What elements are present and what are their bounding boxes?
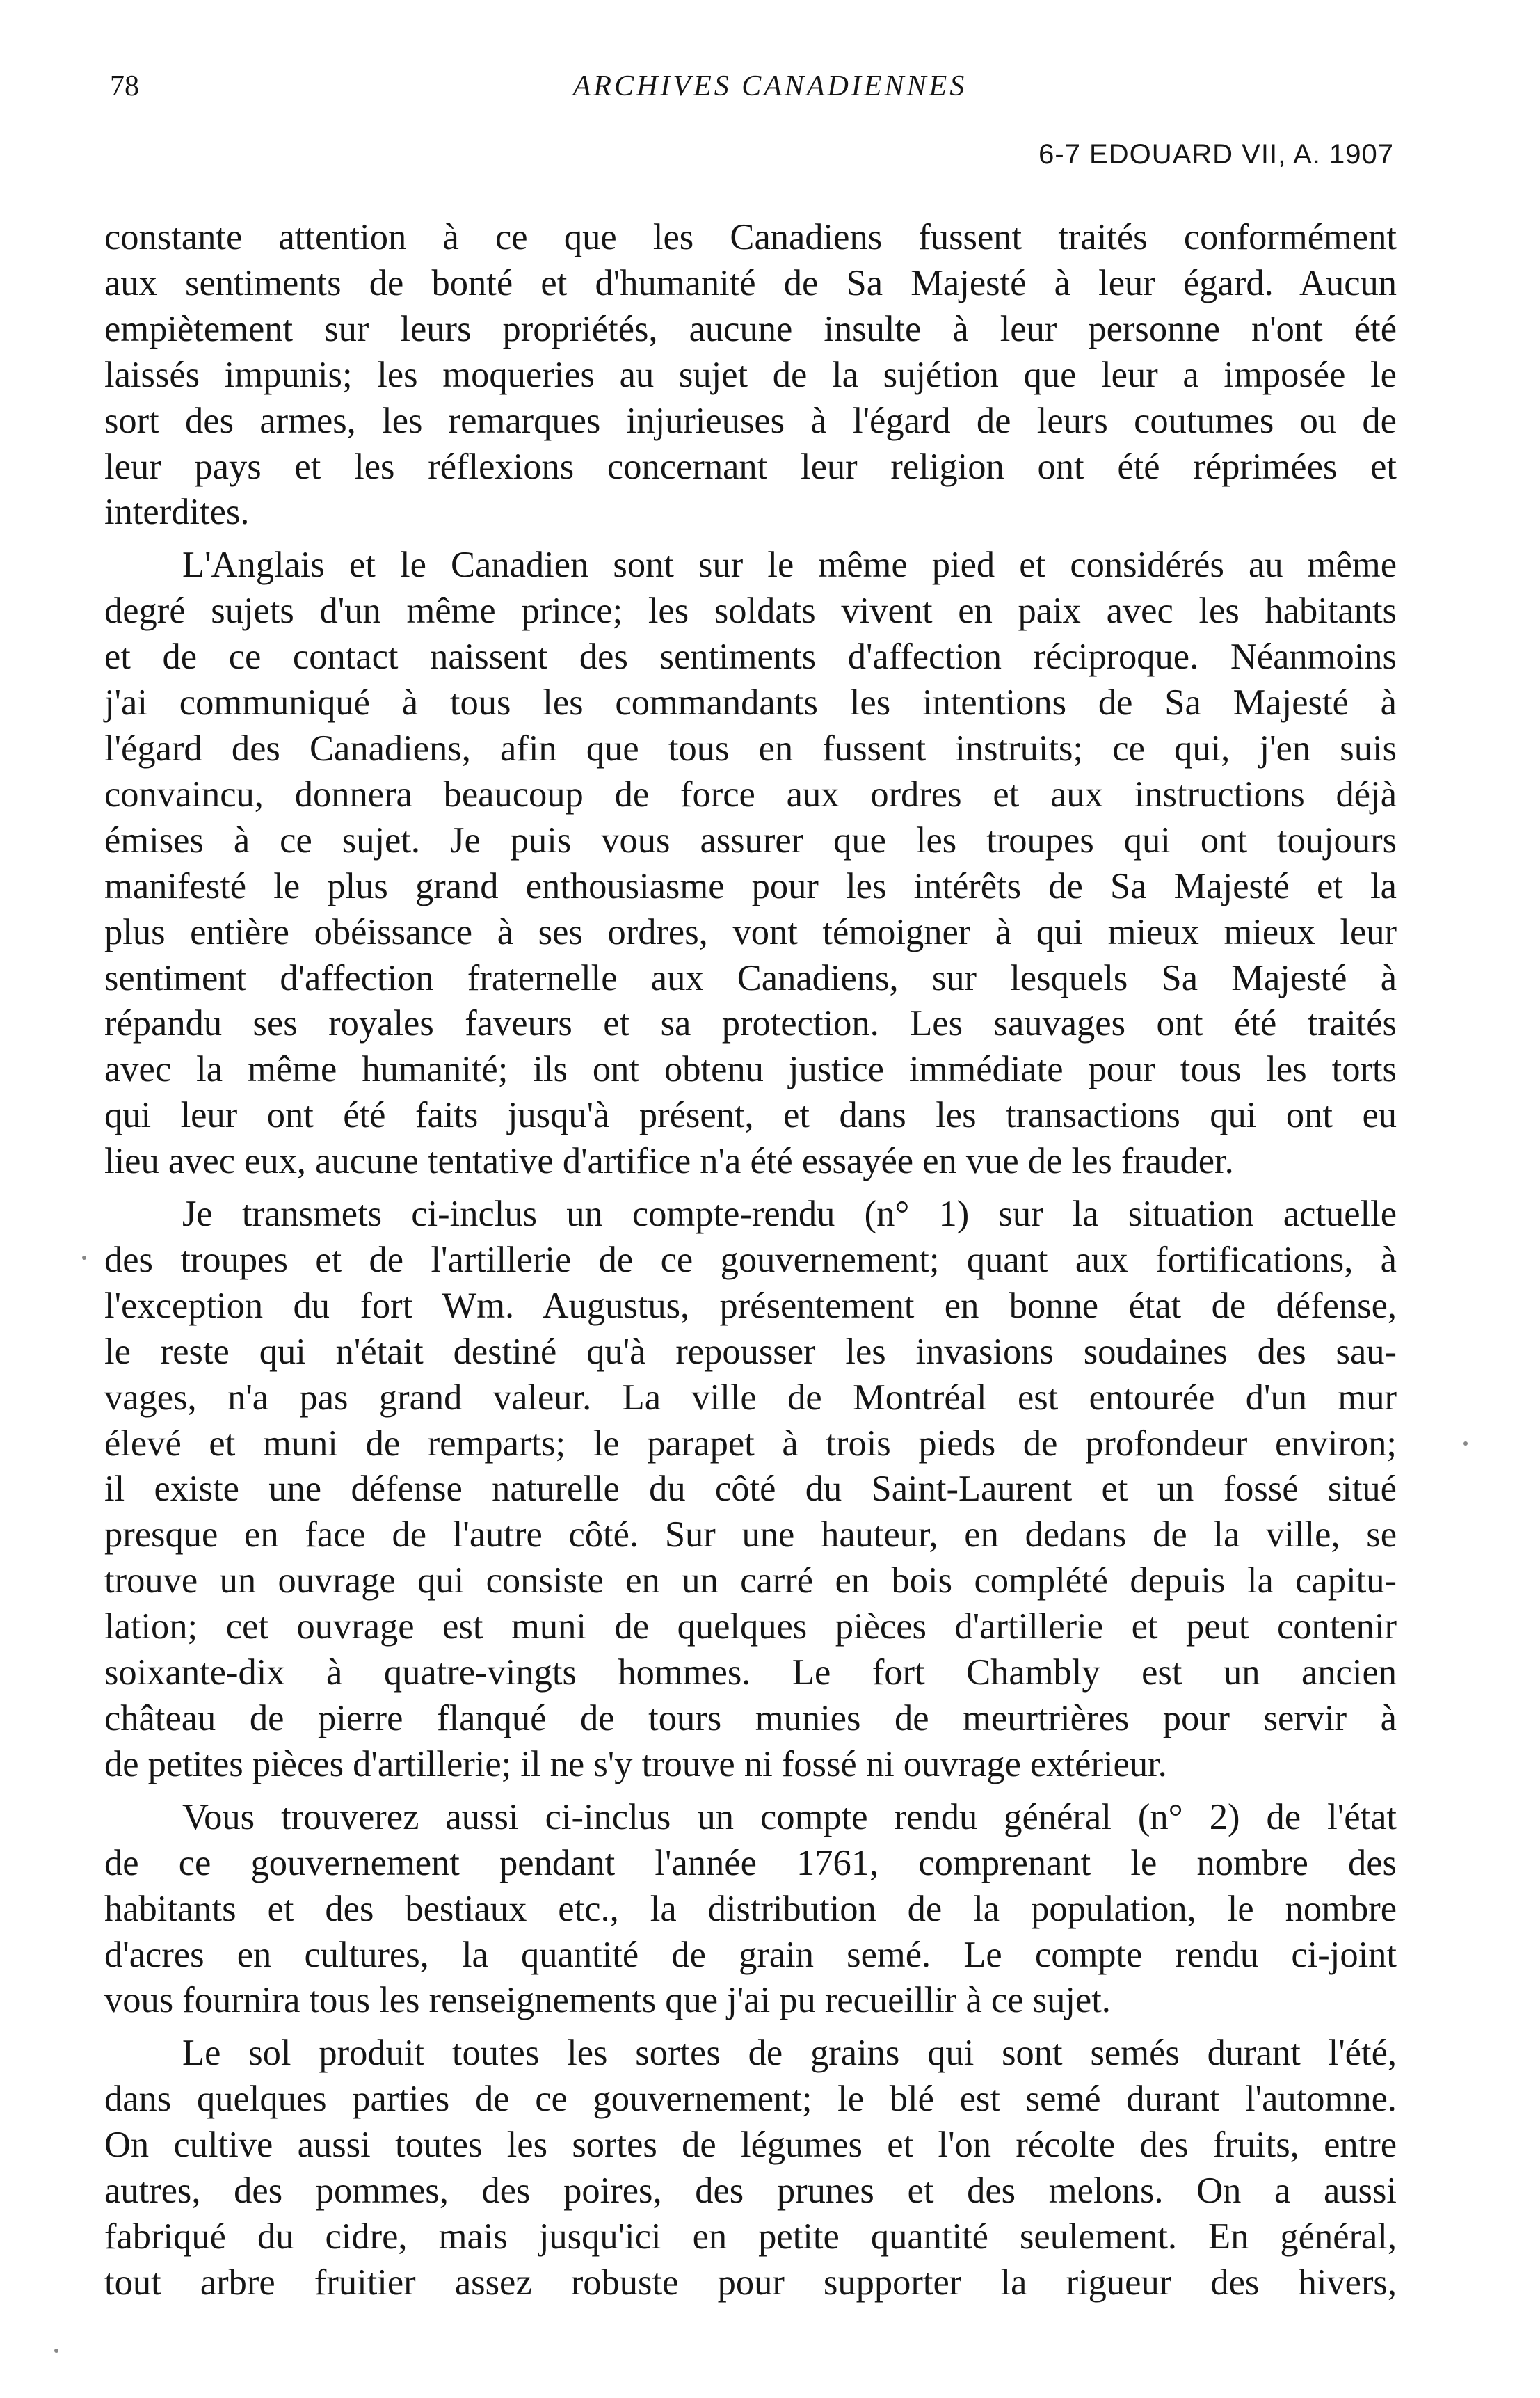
paragraph	[104, 1795, 1397, 2024]
margin-mark	[82, 1256, 86, 1260]
text-line: L'Anglais et le Canadien sont sur le même pied et considérés au même	[182, 545, 1397, 586]
text-line: autres, des pommes, des poires, des prunes et des melons. On a aussi	[104, 2171, 1397, 2212]
text-line: tout arbre fruitier assez robuste pour supporter la rigueur des hivers,	[104, 2262, 1397, 2303]
text-line: lation; cet ouvrage est muni de quelques pièces d'artillerie et peut contenir	[104, 1606, 1397, 1647]
running-head: ARCHIVES CANADIENNES	[572, 70, 968, 102]
paragraph-gap	[104, 1788, 1397, 1795]
text-line: fabriqué du cidre, mais jusqu'ici en petite quantité seulement. En général,	[104, 2216, 1397, 2257]
paragraph-gap	[104, 1185, 1397, 1192]
paragraph	[104, 543, 1397, 1185]
text-line: soixante-dix à quatre-vingts hommes. Le fort Chambly est un ancien	[104, 1652, 1397, 1693]
text-line: émises à ce sujet. Je puis vous assurer que les troupes qui ont toujours	[104, 820, 1397, 861]
text-line: l'égard des Canadiens, afin que tous en fussent instruits; ce qui, j'en suis	[104, 728, 1397, 769]
paragraph-gap	[104, 536, 1397, 543]
text-line: dans quelques parties de ce gouvernement; le blé est semé durant l'automne.	[104, 2079, 1397, 2120]
body-text	[104, 215, 1397, 2306]
margin-mark	[54, 2349, 58, 2353]
text-line: Vous trouverez aussi ci-inclus un compte rendu général (n° 2) de l'état	[182, 1796, 1397, 1837]
paragraph	[104, 1192, 1397, 1788]
text-line: de ce gouvernement pendant l'année 1761, comprenant le nombre des	[104, 1842, 1397, 1883]
paragraph	[104, 215, 1397, 536]
text-line: habitants et des bestiaux etc., la distribution de la population, le nombre	[104, 1888, 1397, 1929]
text-line: il existe une défense naturelle du côté du Saint-Laurent et un fossé situé	[104, 1469, 1397, 1510]
text-line: laissés impunis; les moqueries au sujet de la sujétion que leur a imposée le	[104, 354, 1397, 395]
text-line: sort des armes, les remarques injurieuses à l'égard de leurs coutumes ou de	[104, 400, 1397, 441]
text-line: château de pierre flanqué de tours munies de meurtrières pour servir à	[104, 1698, 1397, 1738]
text-line: de petites pièces d'artillerie; il ne s'y trouve ni fossé ni ouvrage extérieur.	[104, 1743, 1167, 1784]
text-line: aux sentiments de bonté et d'humanité de Sa Majesté à leur égard. Aucun	[104, 262, 1397, 303]
text-line: et de ce contact naissent des sentiments d'affection réciproque. Néanmoins	[104, 637, 1397, 678]
text-line: Le sol produit toutes les sortes de grains qui sont semés durant l'été,	[182, 2033, 1397, 2074]
text-line: sentiment d'affection fraternelle aux Canadiens, sur lesquels Sa Majesté à	[104, 957, 1397, 998]
text-line: empiètement sur leurs propriétés, aucune insulte à leur personne n'ont été	[104, 308, 1397, 349]
text-line: trouve un ouvrage qui consiste en un carré en bois complété depuis la capitu-	[104, 1560, 1397, 1601]
text-line: qui leur ont été faits jusqu'à présent, et dans les transactions qui ont eu	[104, 1095, 1397, 1136]
paragraph-gap	[104, 2024, 1397, 2031]
session-label: 6-7 EDOUARD VII, A. 1907	[1038, 139, 1394, 170]
text-line: des troupes et de l'artillerie de ce gouvernement; quant aux fortifications, à	[104, 1239, 1397, 1280]
text-line: Je transmets ci-inclus un compte-rendu (n° 1) sur la situation actuelle	[182, 1194, 1397, 1235]
text-line: plus entière obéissance à ses ordres, vont témoigner à qui mieux mieux leur	[104, 911, 1397, 952]
page-number: 78	[110, 70, 139, 102]
text-line: le reste qui n'était destiné qu'à repousser les invasions soudaines des sau-	[104, 1331, 1397, 1372]
text-line: constante attention à ce que les Canadiens fussent traités conformément	[104, 217, 1397, 257]
text-line: élevé et muni de remparts; le parapet à trois pieds de profondeur environ;	[104, 1423, 1397, 1464]
text-line: degré sujets d'un même prince; les soldats vivent en paix avec les habitants	[104, 591, 1397, 632]
text-line: l'exception du fort Wm. Augustus, présentement en bonne état de défense,	[104, 1285, 1397, 1326]
text-line: répandu ses royales faveurs et sa protection. Les sauvages ont été traités	[104, 1003, 1397, 1044]
text-line: vages, n'a pas grand valeur. La ville de Montréal est entourée d'un mur	[104, 1377, 1397, 1418]
text-line: presque en face de l'autre côté. Sur une hauteur, en dedans de la ville, se	[104, 1514, 1397, 1556]
text-line: manifesté le plus grand enthousiasme pour les intérêts de Sa Majesté et la	[104, 865, 1397, 906]
text-line: d'acres en cultures, la quantité de grain semé. Le compte rendu ci-joint	[104, 1934, 1397, 1975]
text-line: convaincu, donnera beaucoup de force aux ordres et aux instructions déjà	[104, 774, 1397, 815]
text-line: vous fournira tous les renseignements que j'ai pu recueillir à ce sujet.	[104, 1980, 1111, 2021]
text-line: On cultive aussi toutes les sortes de légumes et l'on récolte des fruits, entre	[104, 2125, 1397, 2166]
paragraph	[104, 2031, 1397, 2305]
text-line: lieu avec eux, aucune tentative d'artifice n'a été essayée en vue de les frauder.	[104, 1141, 1234, 1182]
text-line: avec la même humanité; ils ont obtenu justice immédiate pour tous les torts	[104, 1049, 1397, 1090]
text-line: j'ai communiqué à tous les commandants les intentions de Sa Majesté à	[104, 682, 1397, 724]
text-line: leur pays et les réflexions concernant leur religion ont été réprimées et	[104, 446, 1397, 487]
margin-mark	[1463, 1441, 1468, 1446]
text-line: interdites.	[104, 492, 250, 533]
